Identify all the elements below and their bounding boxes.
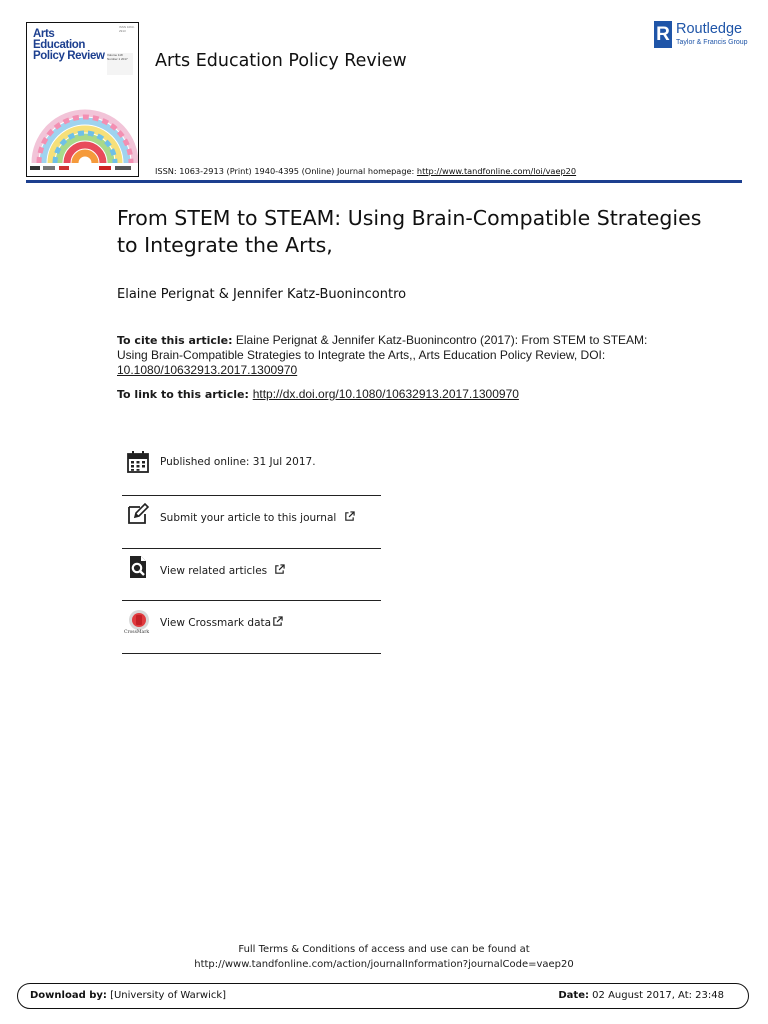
published-online-text: Published online: 31 Jul 2017. — [160, 456, 316, 468]
header-divider — [26, 180, 742, 183]
crossmark-link[interactable] — [160, 616, 283, 629]
article-doi-link[interactable]: http://dx.doi.org/10.1080/10632913.2017.1300970 — [252, 387, 519, 401]
published-online-row — [122, 442, 381, 494]
cover-volume-box: Volume 118 Number 1 2017 — [107, 53, 133, 75]
crossmark-row[interactable] — [122, 601, 381, 653]
cover-title-line: Arts — [33, 28, 55, 40]
download-date — [558, 990, 724, 1001]
download-by-label: Download by: — [30, 990, 107, 1001]
crossmark-label: View Crossmark data — [160, 617, 272, 629]
calendar-icon — [126, 450, 150, 474]
download-date-label: Date: — [558, 990, 589, 1001]
cite-doi-link[interactable]: 10.1080/10632913.2017.1300970 — [117, 363, 298, 377]
terms-url: http://www.tandfonline.com/action/journalInformation?journalCode=vaep20 — [194, 959, 574, 970]
cover-issn-text: ISSN 1063-2913 — [119, 25, 135, 33]
submit-article-link[interactable] — [160, 511, 355, 524]
journal-cover-thumbnail[interactable] — [26, 22, 139, 177]
external-link-icon — [272, 616, 283, 627]
routledge-logo-icon: R — [654, 21, 672, 48]
article-link-line — [117, 387, 519, 401]
search-document-icon — [126, 555, 150, 579]
external-link-icon — [274, 564, 285, 575]
publisher-name: Routledge — [676, 21, 743, 37]
edit-icon — [126, 502, 150, 526]
cover-title-line: Education — [33, 39, 85, 51]
terms-notice — [0, 942, 768, 972]
publisher-subtitle: Taylor & Francis Group — [676, 39, 748, 46]
related-articles-row[interactable] — [122, 549, 381, 601]
cover-title-line: Policy Review — [33, 50, 105, 62]
link-label: To link to this article: — [117, 388, 253, 401]
terms-line: Full Terms & Conditions of access and use can be found at — [238, 944, 530, 955]
external-link-icon — [344, 511, 355, 522]
download-by-value: [University of Warwick] — [106, 990, 227, 1001]
related-articles-link[interactable] — [160, 564, 285, 577]
issn-text: ISSN: 1063-2913 (Print) 1940-4395 (Online) Journal homepage: — [155, 166, 417, 176]
download-date-value: 02 August 2017, At: 23:48 — [588, 990, 724, 1001]
cite-label: To cite this article: — [117, 334, 233, 347]
submit-article-row[interactable] — [122, 496, 381, 548]
journal-name: Arts Education Policy Review — [155, 51, 407, 71]
cover-title — [33, 29, 111, 62]
submit-article-label: Submit your article to this journal — [160, 512, 337, 524]
crossmark-caption: CrossMark — [124, 630, 150, 635]
issn-line — [155, 166, 576, 176]
journal-homepage-link[interactable]: http://www.tandfonline.com/loi/vaep20 — [416, 166, 577, 176]
download-by — [30, 990, 226, 1001]
article-title: From STEM to STEAM: Using Brain-Compatible Strategies to Integrate the Arts, — [117, 206, 702, 257]
related-articles-label: View related articles — [160, 565, 268, 577]
cite-text: Elaine Perignat & Jennifer Katz-Buonincontro (2017): From STEM to STEAM: Using Brain-Compatible Strategies to Integrate the Arts,, Arts Education Policy Review, DOI: — [117, 333, 648, 362]
article-authors: Elaine Perignat & Jennifer Katz-Buonincontro — [117, 287, 407, 302]
download-info-bar — [17, 983, 749, 1009]
row-divider — [122, 653, 381, 654]
citation-block — [117, 333, 677, 378]
